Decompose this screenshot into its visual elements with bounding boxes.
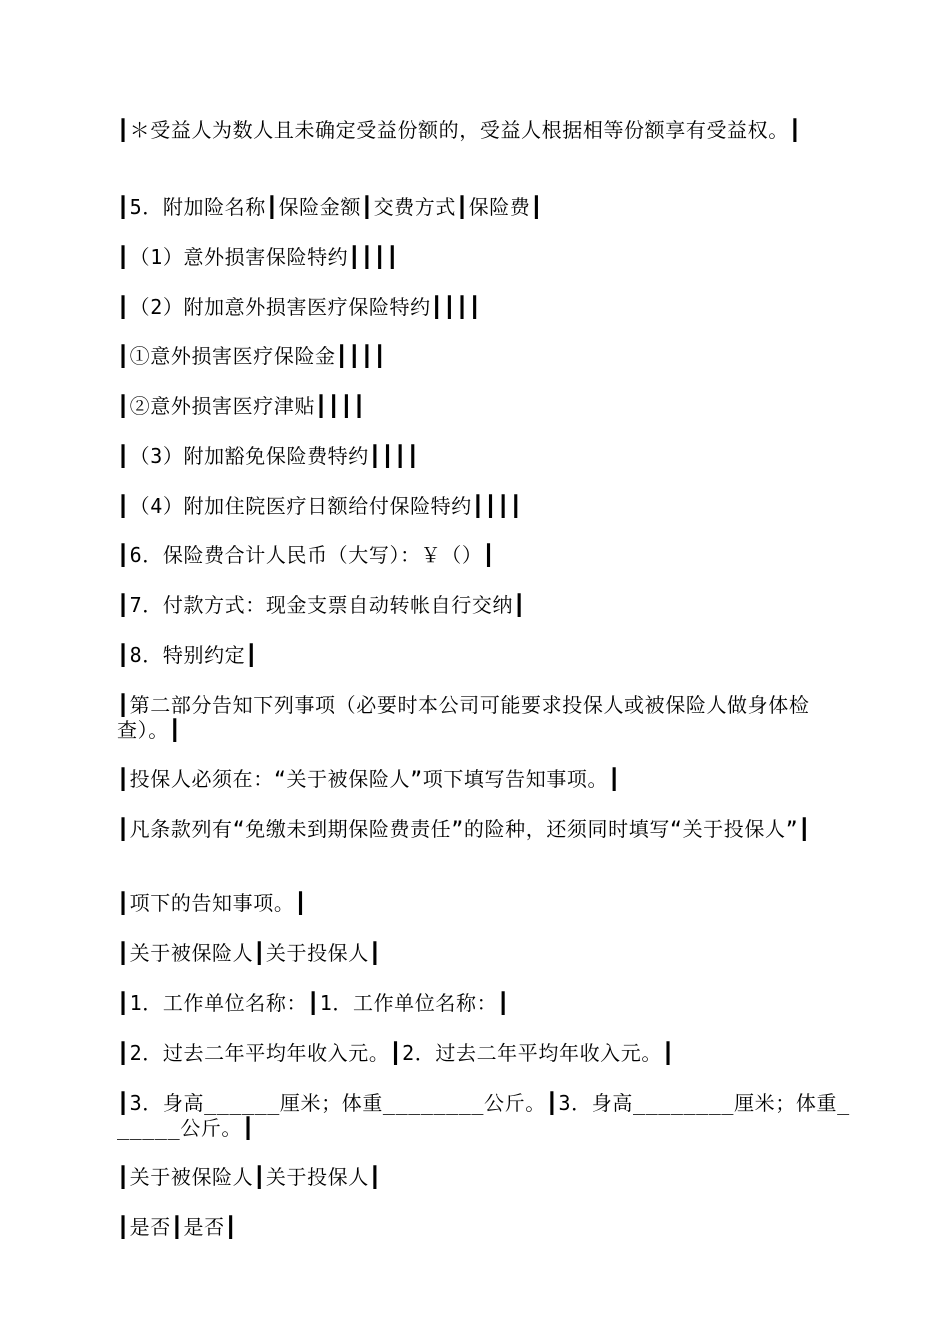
text-line-height-weight: ┃3．身高______厘米；体重________公斤。┃3．身高________厘米；体重______公斤。┃ [117,1091,850,1140]
text-line-medical-allowance: ┃②意外损害医疗津贴┃┃┃┃ [117,394,366,418]
text-line-employer-name: ┃1．工作单位名称：┃1．工作单位名称：┃ [117,991,510,1015]
text-line-part-two-heading: ┃第二部分告知下列事项（必要时本公司可能要求投保人或被保险人做身体检查）。┃ [117,693,810,742]
text-line-payment-method: ┃7．付款方式：现金支票自动转帐自行交纳┃ [117,593,526,617]
text-line-premium-total: ┃6．保险费合计人民币（大写）：￥（）┃ [117,543,496,567]
text-line-accident-medical-rider: ┃（2）附加意外损害医疗保险特约┃┃┃┃ [117,295,482,319]
text-line-insured-vs-holder-2: ┃关于被保险人┃关于投保人┃ [117,1165,382,1189]
text-line-accident-rider: ┃（1）意外损害保险特约┃┃┃┃ [117,245,399,269]
text-line-rider-header: ┃5．附加险名称┃保险金额┃交费方式┃保险费┃ [117,195,544,219]
text-line-medical-benefit: ┃①意外损害医疗保险金┃┃┃┃ [117,344,387,368]
text-line-notice-items: ┃项下的告知事项。┃ [117,891,308,915]
text-line-yes-no: ┃是否┃是否┃ [117,1215,238,1239]
text-line-average-income: ┃2．过去二年平均年收入元。┃2．过去二年平均年收入元。┃ [117,1041,675,1065]
text-line-insured-vs-holder: ┃关于被保险人┃关于投保人┃ [117,941,382,965]
text-line-beneficiary-note: ┃＊受益人为数人且未确定受益份额的，受益人根据相等份额享有受益权。┃ [117,118,802,142]
text-line-notice-requirement: ┃投保人必须在：“关于被保险人”项下填写告知事项。┃ [117,767,621,791]
text-line-special-agreement: ┃8．特别约定┃ [117,643,258,667]
text-line-policyholder-notice: ┃凡条款列有“免缴未到期保险费责任”的险种，还须同时填写“关于投保人”┃ [117,817,811,841]
text-line-hospital-daily-rider: ┃（4）附加住院医疗日额给付保险特约┃┃┃┃ [117,494,523,518]
text-line-premium-waiver-rider: ┃（3）附加豁免保险费特约┃┃┃┃ [117,444,420,468]
